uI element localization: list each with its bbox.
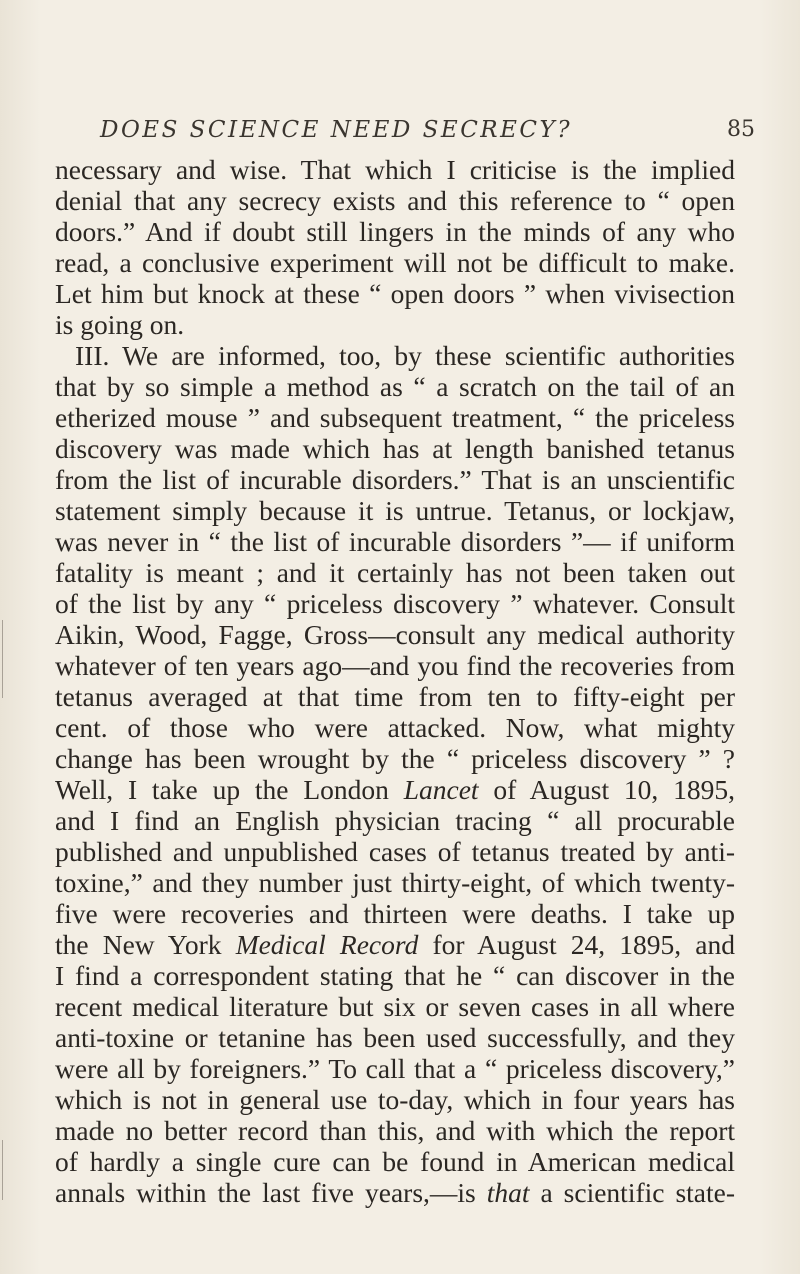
text-line: recent medical literature but six or seven cases in all where xyxy=(55,991,735,1022)
binding-edge xyxy=(0,0,20,1274)
text-line: is going on. xyxy=(55,309,185,340)
text-line: from the list of incurable disorders.” That is an unscientific xyxy=(55,464,735,495)
text-line: denial that any secrecy exists and this reference to “ open xyxy=(55,185,735,216)
text-line: fatality is meant ; and it certainly has not been taken out xyxy=(55,557,735,588)
text-line: doors.” And if doubt still lingers in the minds of any who xyxy=(55,216,735,247)
journal-title-lancet: Lancet xyxy=(403,774,479,805)
page-number: 85 xyxy=(727,117,755,142)
text-line: tetanus averaged at that time from ten to fifty-eight per xyxy=(55,681,735,712)
text-line: read, a conclusive experiment will not be difficult to make. xyxy=(55,247,735,278)
text-line: published and unpublished cases of tetanus treated by anti- xyxy=(55,836,735,867)
text-line xyxy=(55,774,735,805)
text-line: Let him but knock at these “ open doors ” when vivisection xyxy=(55,278,735,309)
text-line: Aikin, Wood, Fagge, Gross—consult any medical authority xyxy=(55,619,735,650)
text-line: which is not in general use to-day, which in four years has xyxy=(55,1084,735,1115)
text-run: a scientific state- xyxy=(529,1177,735,1208)
text-line: anti-toxine or tetanine has been used successfully, and they xyxy=(55,1022,735,1053)
running-head xyxy=(100,117,760,149)
text-line xyxy=(55,1177,735,1208)
text-line: cent. of those who were attacked. Now, what mighty xyxy=(55,712,735,743)
binding-mark xyxy=(2,620,3,698)
text-line: of the list by any “ priceless discovery ” whatever. Consult xyxy=(55,588,735,619)
text-line: I find a correspondent stating that he “ can discover in the xyxy=(55,960,735,991)
text-line: five were recoveries and thirteen were deaths. I take up xyxy=(55,898,735,929)
text-line: necessary and wise. That which I criticise is the implied xyxy=(55,154,735,185)
binding-mark xyxy=(2,1140,3,1200)
text-run: of August 10, 1895, xyxy=(478,774,735,805)
text-run: Well, I take up the London xyxy=(55,774,404,805)
text-run: for August 24, 1895, and xyxy=(418,929,735,960)
text-run: annals within the last five years,—is xyxy=(55,1177,487,1208)
paragraph-start-line: III. We are informed, too, by these scientific authorities xyxy=(75,340,735,371)
running-title: DOES SCIENCE NEED SECRECY? xyxy=(100,117,573,143)
text-line: were all by foreigners.” To call that a “ priceless discovery,” xyxy=(55,1053,735,1084)
text-line: that by so simple a method as “ a scratch on the tail of an xyxy=(55,371,735,402)
text-line: and I find an English physician tracing “ all procurable xyxy=(55,805,735,836)
text-run: the New York xyxy=(55,929,236,960)
journal-title-medical-record: Medical Record xyxy=(235,929,419,960)
text-line: statement simply because it is untrue. Tetanus, or lockjaw, xyxy=(55,495,735,526)
text-line: change has been wrought by the “ priceless discovery ” ? xyxy=(55,743,735,774)
text-line: discovery was made which has at length banished tetanus xyxy=(55,433,735,464)
text-line: made no better record than this, and with which the report xyxy=(55,1115,735,1146)
text-line: whatever of ten years ago—and you find the recoveries from xyxy=(55,650,735,681)
text-line: was never in “ the list of incurable disorders ”— if uniform xyxy=(55,526,735,557)
text-line: toxine,” and they number just thirty-eight, of which twenty- xyxy=(55,867,735,898)
emphasis-that: that xyxy=(486,1177,530,1208)
text-line: etherized mouse ” and subsequent treatment, “ the priceless xyxy=(55,402,735,433)
text-line: of hardly a single cure can be found in American medical xyxy=(55,1146,735,1177)
text-line xyxy=(55,929,735,960)
